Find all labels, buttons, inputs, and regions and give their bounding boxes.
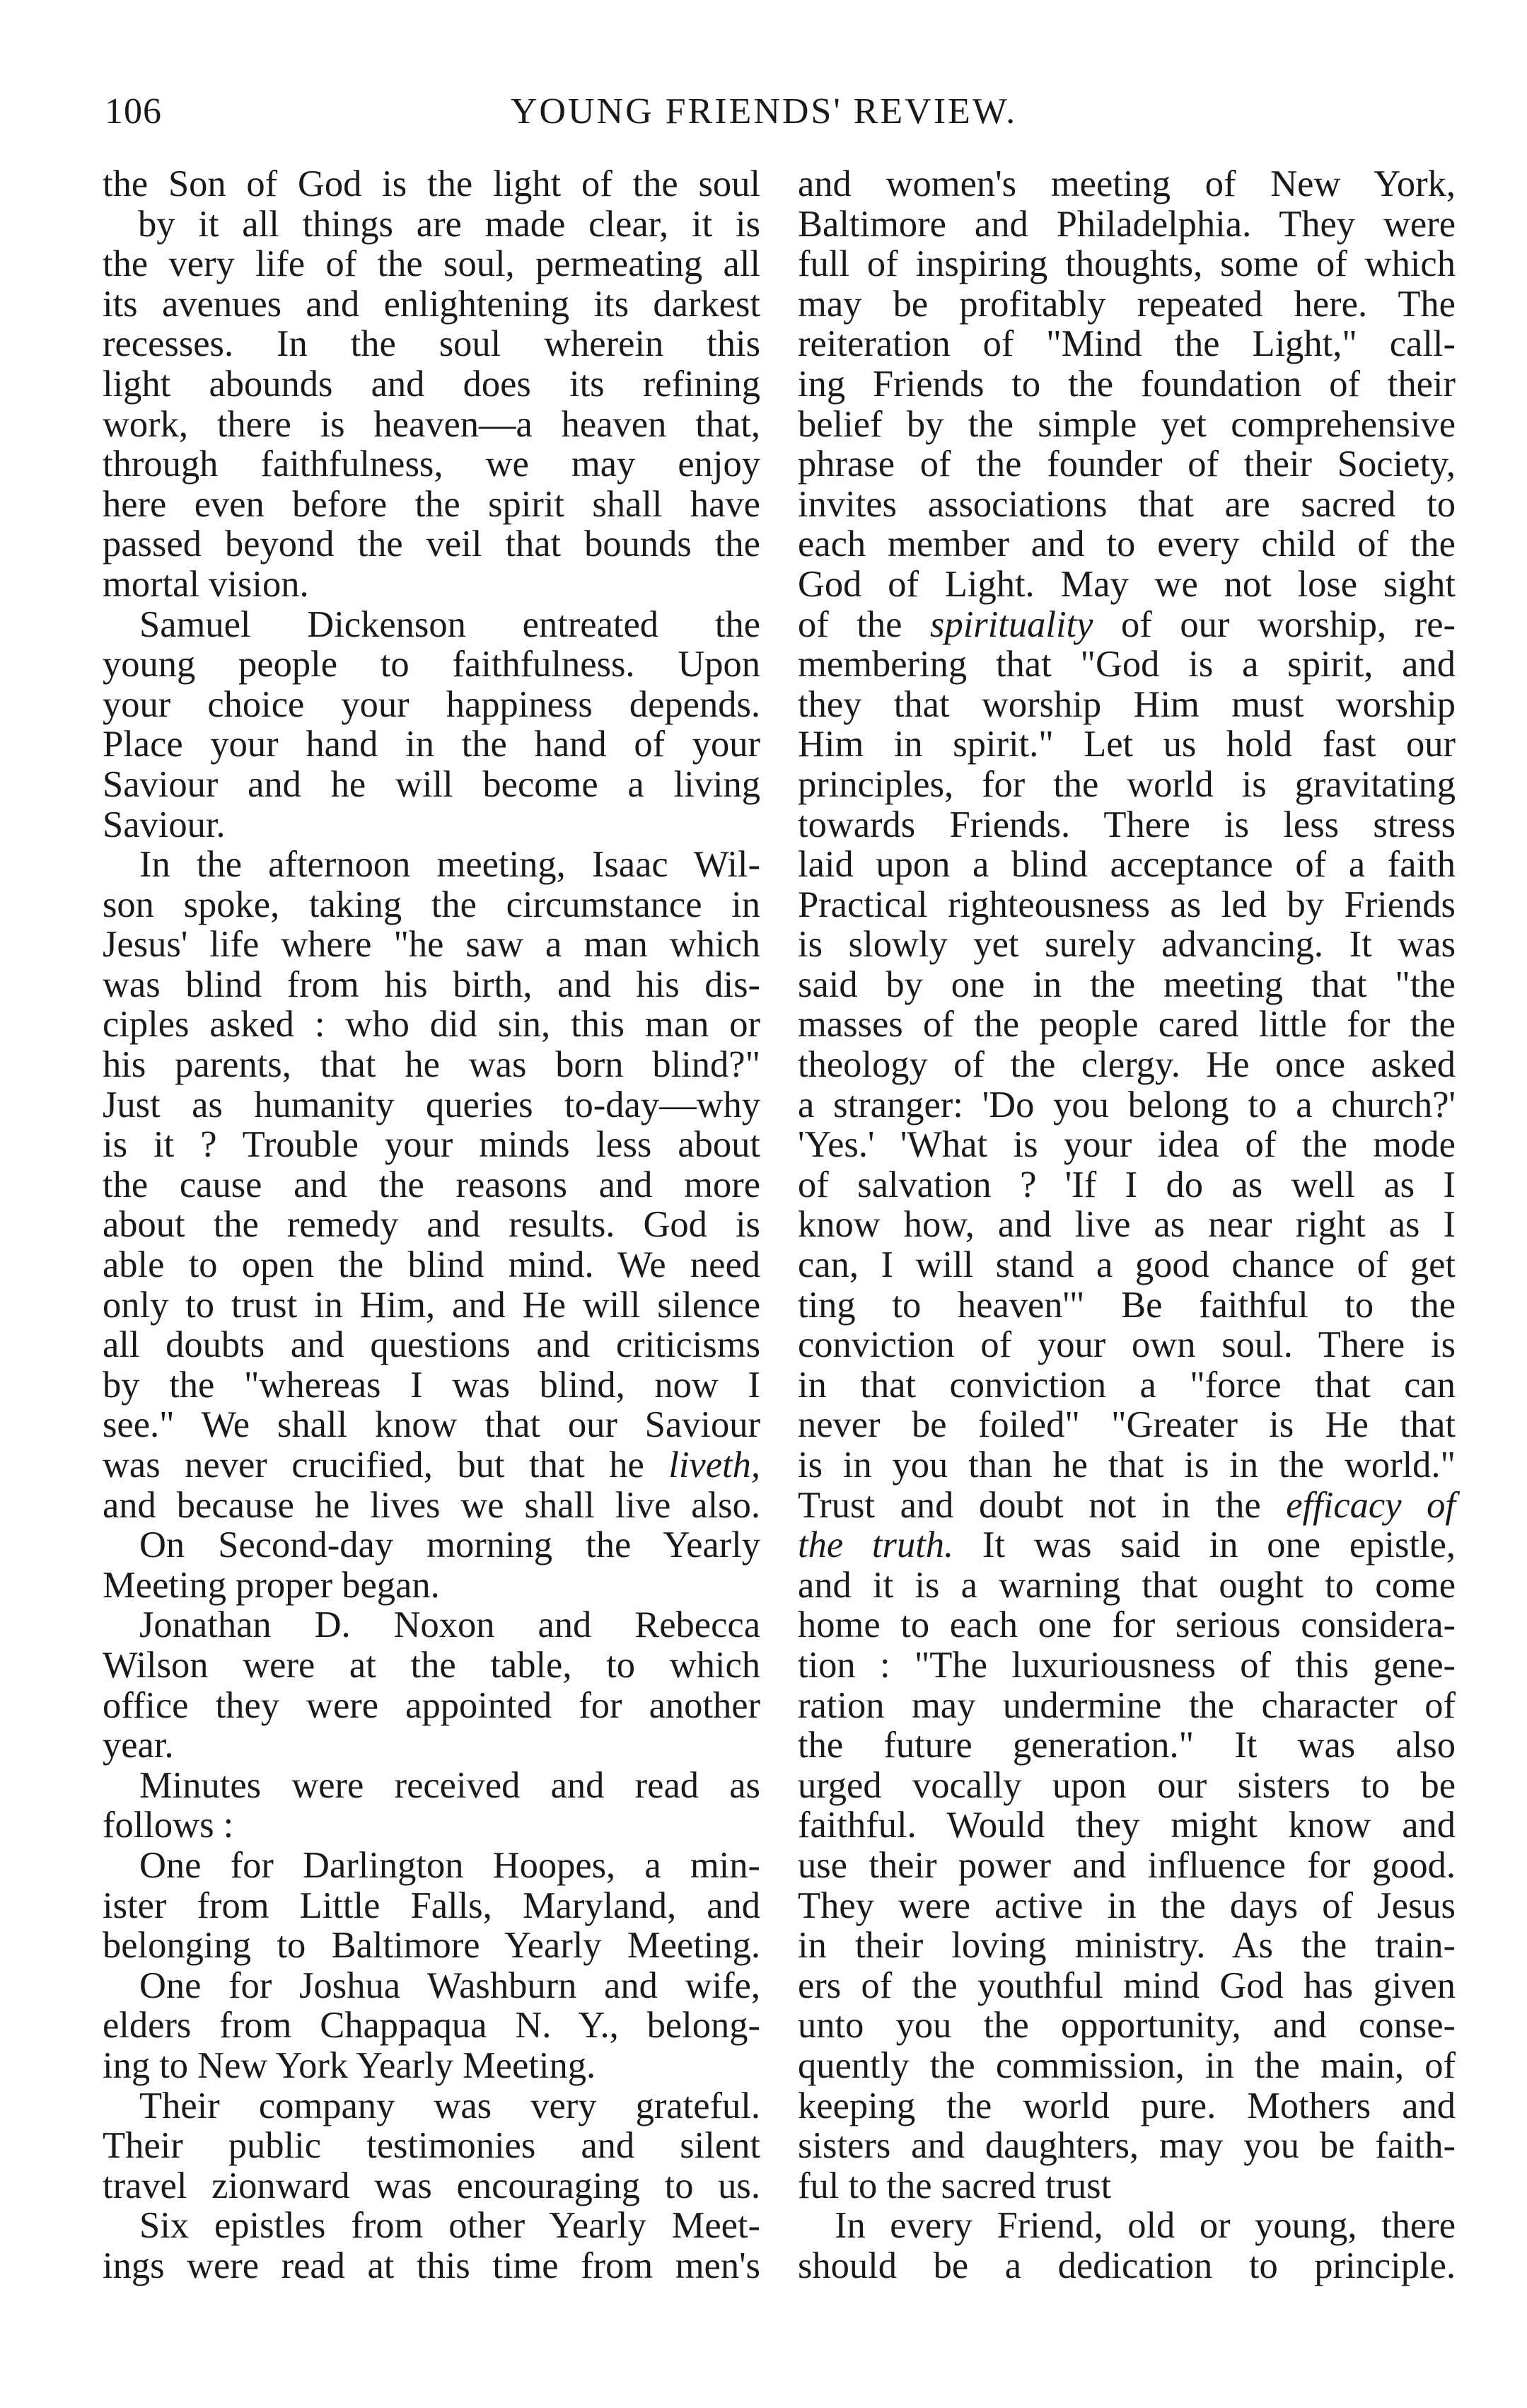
text-line: ciples asked : who did sin, this man or	[103, 1004, 760, 1046]
text-line: belonging to Baltimore Yearly Meeting.	[103, 1925, 760, 1967]
text-line: said by one in the meeting that "the	[798, 963, 1456, 1005]
text-line: Place your hand in the hand of your	[103, 724, 760, 765]
text-line: masses of the people cared little for the	[798, 1004, 1456, 1046]
text-line: Him in spirit." Let us hold fast our	[798, 724, 1456, 765]
text-line: recesses. In the soul wherein this	[103, 323, 760, 365]
text-line: God of Light. May we not lose sight	[798, 563, 1456, 605]
text-line: Jonathan D. Noxon and Rebecca	[139, 1604, 760, 1646]
text-line: Six epistles from other Yearly Meet-	[139, 2205, 760, 2247]
text-line: through faithfulness, we may enjoy	[103, 444, 760, 485]
page-number: 106	[105, 91, 162, 132]
text-line: Trust and doubt not in the efficacy of	[798, 1484, 1456, 1526]
text-line: Baltimore and Philadelphia. They were	[798, 203, 1456, 245]
text-line: tion : "The luxuriousness of this gene-	[798, 1644, 1456, 1686]
text-line: of the spirituality of our worship, re-	[798, 603, 1456, 645]
text-line: 'Yes.' 'What is your idea of the mode	[798, 1124, 1456, 1166]
text-line: and women's meeting of New York,	[798, 163, 1456, 204]
text-line: a stranger: 'Do you belong to a church?'	[798, 1084, 1456, 1125]
text-line: office they were appointed for another	[103, 1684, 760, 1726]
text-line: is in you than he that is in the world."	[798, 1445, 1456, 1486]
text-line: Minutes were received and read as	[139, 1764, 760, 1806]
text-line: One for Joshua Washburn and wife,	[139, 1964, 760, 2006]
text-line: son spoke, taking the circumstance in	[103, 884, 760, 925]
text-line: should be a dedication to principle.	[798, 2245, 1456, 2286]
text-line: its avenues and enlightening its darkest	[103, 283, 760, 325]
text-line: all doubts and questions and criticisms	[103, 1324, 760, 1366]
text-line: the future generation." It was also	[798, 1725, 1456, 1766]
text-line: Practical righteousness as led by Friends	[798, 884, 1456, 925]
text-line: One for Darlington Hoopes, a min-	[139, 1844, 760, 1886]
text-line: light abounds and does its refining	[103, 363, 760, 405]
text-line: Jesus' life where "he saw a man which	[103, 924, 760, 966]
text-line: principles, for the world is gravitating	[798, 763, 1456, 805]
text-line: elders from Chappaqua N. Y., belong-	[103, 2005, 760, 2047]
text-line: year.	[103, 1725, 174, 1766]
text-line: belief by the simple yet comprehensive	[798, 403, 1456, 445]
text-line: sisters and daughters, may you be faith-	[798, 2125, 1456, 2167]
text-line: mortal vision.	[103, 563, 309, 605]
text-line: follows :	[103, 1805, 234, 1846]
left-column	[103, 164, 760, 2286]
text-line: quently the commission, in the main, of	[798, 2044, 1456, 2086]
text-line: by the "whereas I was blind, now I	[103, 1364, 760, 1406]
text-line: about the remedy and results. God is	[103, 1204, 760, 1246]
text-line: urged vocally upon our sisters to be	[798, 1764, 1456, 1806]
text-line: home to each one for serious considera-	[798, 1604, 1456, 1646]
text-line: theology of the clergy. He once asked	[798, 1044, 1456, 1086]
text-line: only to trust in Him, and He will silence	[103, 1284, 760, 1326]
text-line: ers of the youthful mind God has given	[798, 1964, 1456, 2006]
text-line: the Son of God is the light of the soul	[103, 163, 760, 204]
text-line: On Second-day morning the Yearly	[139, 1524, 760, 1566]
text-line: was never crucified, but that he liveth,	[103, 1445, 760, 1486]
text-line: unto you the opportunity, and conse-	[798, 2005, 1456, 2047]
text-line: the cause and the reasons and more	[103, 1164, 760, 1205]
text-line: use their power and influence for good.	[798, 1844, 1456, 1886]
text-line: keeping the world pure. Mothers and	[798, 2085, 1456, 2126]
text-line: in their loving ministry. As the train-	[798, 1925, 1456, 1967]
running-title: YOUNG FRIENDS' REVIEW.	[510, 91, 1018, 132]
text-line: can, I will stand a good chance of get	[798, 1244, 1456, 1286]
text-line: ting to heaven'" Be faithful to the	[798, 1284, 1456, 1326]
text-line: they that worship Him must worship	[798, 683, 1456, 725]
text-line: and because he lives we shall live also.	[103, 1484, 760, 1526]
text-line: faithful. Would they might know and	[798, 1805, 1456, 1846]
text-line: In every Friend, old or young, there	[835, 2205, 1456, 2247]
text-line: ister from Little Falls, Maryland, and	[103, 1885, 760, 1926]
text-line: Their company was very grateful.	[139, 2085, 760, 2126]
text-line: Samuel Dickenson entreated the	[139, 603, 760, 645]
text-line: is it ? Trouble your minds less about	[103, 1124, 760, 1166]
text-line: towards Friends. There is less stress	[798, 804, 1456, 845]
text-line: ration may undermine the character of	[798, 1684, 1456, 1726]
text-line: travel zionward was encouraging to us.	[103, 2165, 760, 2206]
text-line: is slowly yet surely advancing. It was	[798, 924, 1456, 966]
text-line: here even before the spirit shall have	[103, 483, 760, 525]
text-line: passed beyond the veil that bounds the	[103, 523, 760, 565]
text-line: ing Friends to the foundation of their	[798, 363, 1456, 405]
text-line: Just as humanity queries to-day—why	[103, 1084, 760, 1125]
text-line: the very life of the soul, permeating all	[103, 243, 760, 285]
text-line: in that conviction a "force that can	[798, 1364, 1456, 1406]
text-line: and it is a warning that ought to come	[798, 1564, 1456, 1606]
text-line: Saviour.	[103, 804, 226, 845]
text-line: reiteration of "Mind the Light," call-	[798, 323, 1456, 365]
text-line: ing to New York Yearly Meeting.	[103, 2044, 596, 2086]
text-line: work, there is heaven—a heaven that,	[103, 403, 760, 445]
text-line: of salvation ? 'If I do as well as I	[798, 1164, 1456, 1205]
text-line: able to open the blind mind. We need	[103, 1244, 760, 1286]
text-line: invites associations that are sacred to	[798, 483, 1456, 525]
text-line: young people to faithfulness. Upon	[103, 644, 760, 685]
text-line: They were active in the days of Jesus	[798, 1885, 1456, 1926]
text-line: Wilson were at the table, to which	[103, 1644, 760, 1686]
text-line: see." We shall know that our Saviour	[103, 1404, 760, 1446]
text-line: conviction of your own soul. There is	[798, 1324, 1456, 1366]
text-line: full of inspiring thoughts, some of which	[798, 243, 1456, 285]
text-line: ful to the sacred trust	[798, 2165, 1112, 2206]
text-line: phrase of the founder of their Society,	[798, 444, 1456, 485]
text-line: the truth. It was said in one epistle,	[798, 1524, 1456, 1566]
text-line: Meeting proper began.	[103, 1564, 440, 1606]
text-line: never be foiled" "Greater is He that	[798, 1404, 1456, 1446]
text-line: each member and to every child of the	[798, 523, 1456, 565]
text-line: was blind from his birth, and his dis-	[103, 963, 760, 1005]
text-line: by it all things are made clear, it is	[138, 203, 760, 245]
text-line: membering that "God is a spirit, and	[798, 644, 1456, 685]
right-column	[798, 164, 1456, 2286]
text-line: In the afternoon meeting, Isaac Wil-	[139, 844, 760, 886]
text-line: may be profitably repeated here. The	[798, 283, 1456, 325]
text-line: know how, and live as near right as I	[798, 1204, 1456, 1246]
text-line: his parents, that he was born blind?"	[103, 1044, 760, 1086]
text-line: Saviour and he will become a living	[103, 763, 760, 805]
text-line: ings were read at this time from men's	[103, 2245, 760, 2286]
text-line: your choice your happiness depends.	[103, 683, 760, 725]
text-line: laid upon a blind acceptance of a faith	[798, 844, 1456, 886]
page-header	[99, 91, 1429, 147]
text-line: Their public testimonies and silent	[103, 2125, 760, 2167]
